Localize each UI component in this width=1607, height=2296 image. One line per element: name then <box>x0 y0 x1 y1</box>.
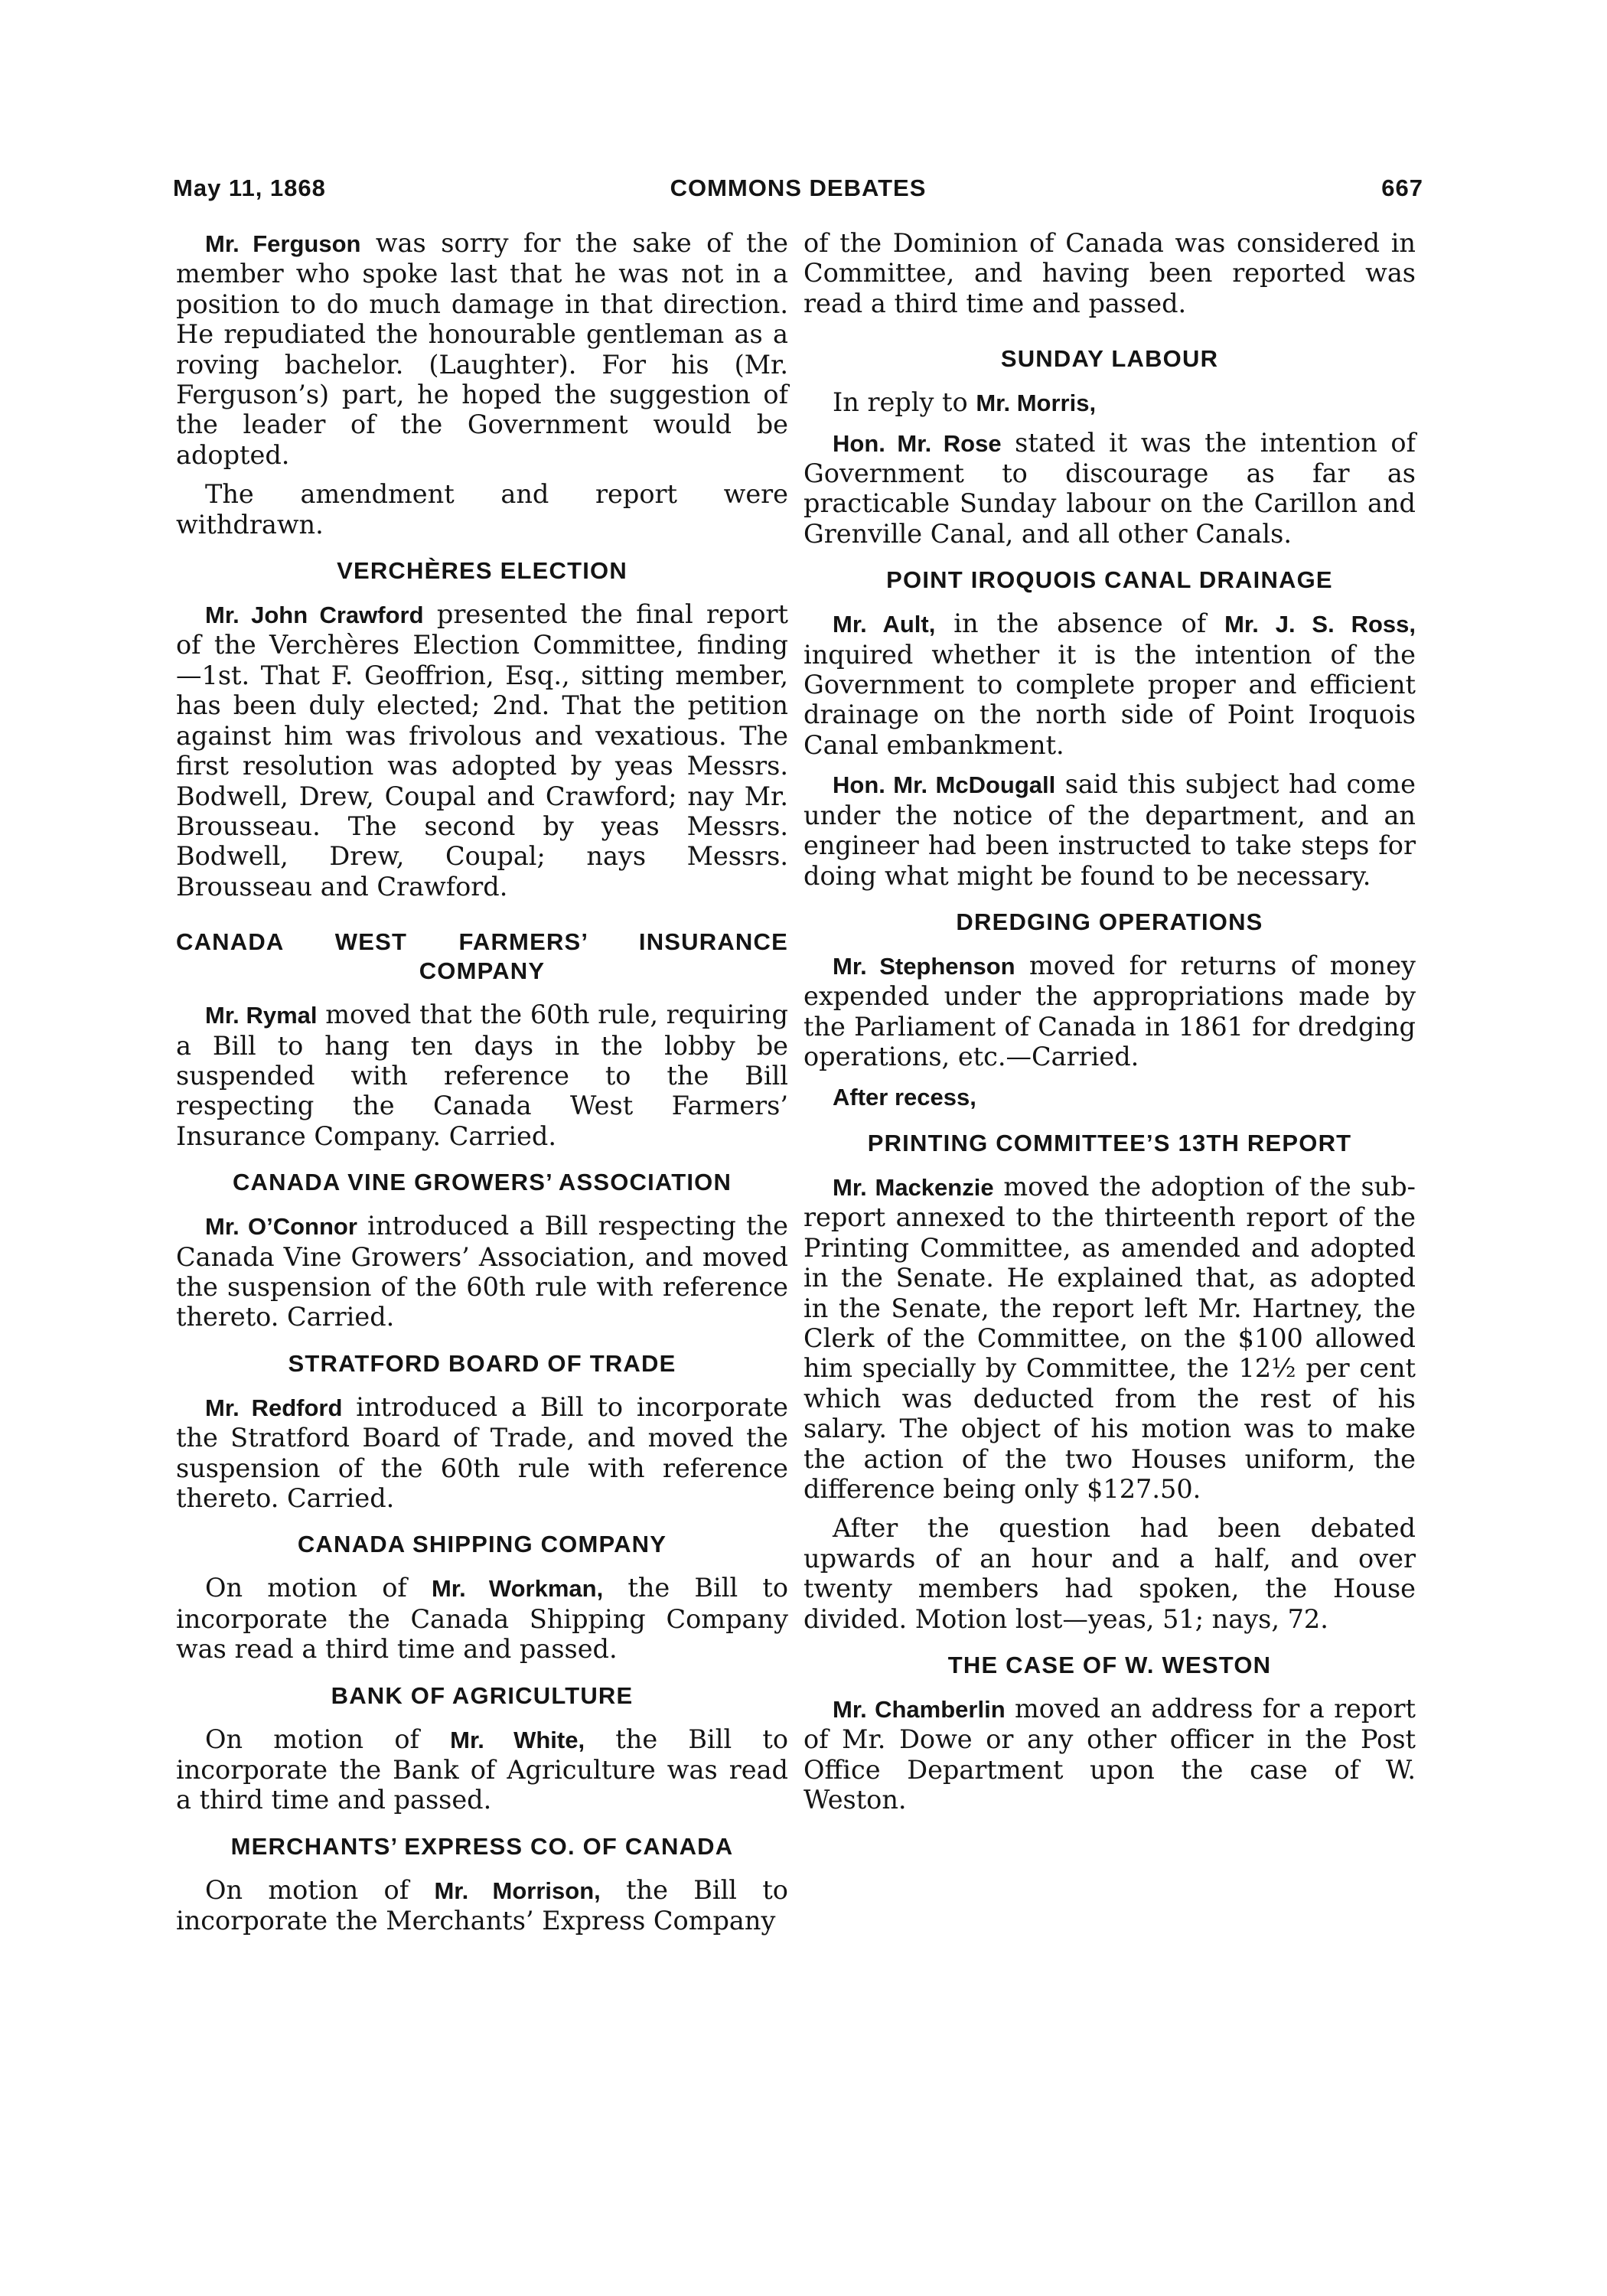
speaker-name: Mr. J. S. Ross, <box>1224 611 1416 638</box>
speaker-name: Mr. John Crawford <box>205 602 424 629</box>
paragraph: Hon. Mr. McDougall said this subject had come under the notice of the department, and an engineer had been instructed to take steps for doing what might be found to be necessary. <box>804 769 1416 891</box>
section-heading: THE CASE OF W. WESTON <box>947 1652 1272 1679</box>
section-heading: STRATFORD BOARD OF TRADE <box>288 1349 676 1377</box>
paragraph: Mr. O’Connor introduced a Bill respecting the Canada Vine Growers’ Association, and moved the suspension of the 60th rule with reference thereto. Carried. <box>176 1211 788 1332</box>
section-heading: PRINTING COMMITTEE’S 13TH REPORT <box>867 1129 1352 1156</box>
section-heading: CANADA SHIPPING COMPANY <box>297 1531 667 1558</box>
paragraph: Mr. Ault, in the absence of Mr. J. S. Ross, inquired whether it is the intention of the Government to complete proper and efficient drainage on the north side of Point Iroquois Canal embankment. <box>804 608 1416 760</box>
section-heading: SUNDAY LABOUR <box>1000 345 1219 373</box>
paragraph: Mr. Redford introduced a Bill to incorporate the Stratford Board of Trade, and moved the suspension of the 60th rule with reference thereto. Carried. <box>176 1391 788 1513</box>
speaker-name: Mr. White, <box>450 1726 585 1753</box>
header-title: COMMONS DEBATES <box>670 174 927 201</box>
paragraph: On motion of Mr. Workman, the Bill to incorporate the Canada Shipping Company was read a third time and passed. <box>176 1573 788 1665</box>
paragraph: In reply to Mr. Morris, <box>833 387 1097 418</box>
speaker-name: Mr. Ferguson <box>205 230 361 257</box>
paragraph: Mr. Ferguson was sorry for the sake of the member who spoke last that he was not in a position to do much damage in that direction. He repudiated the honourable gentleman as a roving bachelor. (Laughter). For his (Mr. Ferguson’s) part, he hoped the suggestion of the leader of the Government would be adopted. <box>176 228 788 470</box>
paragraph: Hon. Mr. Rose stated it was the intention of Government to discourage as far as practicable Sunday labour on the Carillon and Grenville Canal, and all other Canals. <box>804 427 1416 549</box>
running-head <box>173 174 1423 210</box>
paragraph: On motion of Mr. White, the Bill to incorporate the Bank of Agriculture was read a third time and passed. <box>176 1724 789 1815</box>
paragraph: On motion of Mr. Morrison, the Bill to incorporate the Merchants’ Express Company <box>176 1874 788 1936</box>
paragraph: Mr. Stephenson moved for returns of money expended under the appropriations made by the Parliament of Canada in 1861 for dredging operations, etc.—Carried. <box>804 950 1416 1072</box>
speaker-name: Mr. Morrison, <box>434 1877 601 1904</box>
speaker-name: Mr. Chamberlin <box>833 1696 1006 1724</box>
page-number: 667 <box>1381 174 1423 201</box>
speaker-name: Hon. Mr. McDougall <box>833 771 1056 799</box>
speaker-name: Mr. Morris, <box>976 390 1097 417</box>
speaker-name: Hon. Mr. Rose <box>833 429 1002 457</box>
section-heading: VERCHÈRES ELECTION <box>337 557 627 585</box>
section-heading: BANK OF AGRICULTURE <box>331 1681 634 1709</box>
paragraph: Mr. Rymal moved that the 60th rule, requiring a Bill to hang ten days in the lobby be suspended with reference to the Bill respecting the Canada West Farmers’ Insurance Company. Carried. <box>176 1000 788 1151</box>
section-heading: CANADA VINE GROWERS’ ASSOCIATION <box>232 1169 732 1196</box>
section-heading: POINT IROQUOIS CANAL DRAINAGE <box>886 566 1333 594</box>
paragraph <box>804 1081 1416 1112</box>
paragraph: The amendment and report were withdrawn. <box>176 479 788 540</box>
speaker-name: Mr. Mackenzie <box>833 1173 994 1201</box>
section-heading: MERCHANTS’ EXPRESS CO. OF CANADA <box>230 1832 734 1860</box>
paragraph: After the question had been debated upwards of an hour and a half, and over twenty members had spoken, the House divided. Motion lost—yeas, 51; nays, 72. <box>804 1513 1416 1634</box>
paragraph: Mr. Chamberlin moved an address for a report of Mr. Dowe or any other officer in the Post Office Department upon the case of W. Weston. <box>804 1694 1416 1815</box>
speaker-name: Mr. Workman, <box>431 1575 604 1603</box>
speaker-name: Mr. Stephenson <box>833 952 1015 980</box>
speaker-name: Mr. Ault, <box>833 611 936 638</box>
speaker-name: Mr. Redford <box>205 1394 343 1421</box>
section-heading: DREDGING OPERATIONS <box>956 908 1263 935</box>
paragraph: Mr. John Crawford presented the final report of the Verchères Election Committee, finding—1st. That F. Geoffrion, Esq., sitting member, has been duly elected; 2nd. That the petition against him was frivolous and vexatious. The first resolution was adopted by yeas Messrs. Bodwell, Drew, Coupal and Crawford; nay Mr. Brousseau. The second by yeas Messrs. Bodwell, Drew, Coupal; nays Messrs. Brousseau and Crawford. <box>176 599 788 902</box>
paragraph: Mr. Mackenzie moved the adoption of the sub-report annexed to the thirteenth report of the Printing Committee, as amended and adopted in the Senate. He explained that, as adopted in the Senate, the report left Mr. Hartney, the Clerk of the Committee, on the $100 allowed him specially by Committee, the 12½ per cent which was deducted from the rest of his salary. The object of his motion was to make the action of the two Houses uniform, the difference being only $127.50. <box>804 1171 1416 1504</box>
after-recess: After recess, <box>833 1083 976 1110</box>
speaker-name: Mr. O’Connor <box>205 1213 357 1241</box>
header-date: May 11, 1868 <box>173 174 326 201</box>
speaker-name: Mr. Rymal <box>205 1002 318 1029</box>
left-column <box>176 228 788 1936</box>
section-heading: CANADA WEST FARMERS’ INSURANCE COMPANY <box>176 928 788 985</box>
right-column <box>804 228 1416 1815</box>
paragraph: of the Dominion of Canada was considered in Committee, and having been reported was read a third time and passed. <box>804 228 1416 318</box>
